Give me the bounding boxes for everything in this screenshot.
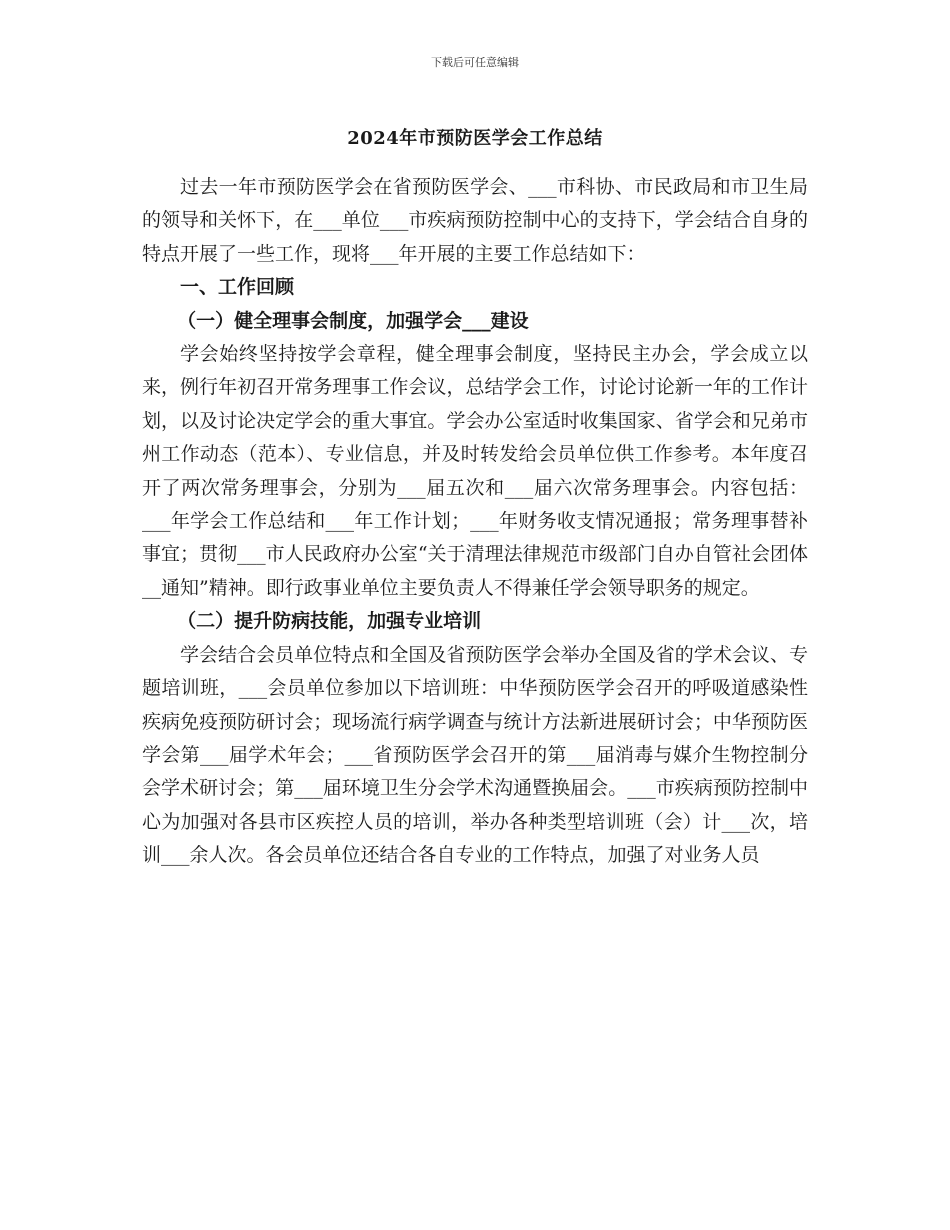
section-heading: 一、工作回顾: [180, 276, 295, 299]
subsection-paragraph: 学会始终坚持按学会章程，健全理事会制度，坚持民主办会，学会成立以来，例行年初召开常务理事工作会议，总结学会工作，讨论讨论新一年的工作计划，以及讨论决定学会的重大事宜。学会办公室适时收集国家、省学会和兄弟市州工作动态（范本）、专业信息，并及时转发给会员单位供工作参考。本年度召开了两次常务理事会，分别为___届五次和___届六次常务理事会。内容包括：___年学会工作总结和___年工作计划；___年财务收支情况通报；常务理事替补事宜；贯彻___市人民政府办公室“关于清理法律规范市级部门自办自管社会团体__通知”精神。即行政事业单位主要负责人不得兼任学会领导职务的规定。: [142, 343, 808, 599]
subsection-heading: （一）健全理事会制度，加强学会___建设: [177, 309, 529, 332]
subsection-paragraph: 学会结合会员单位特点和全国及省预防医学会举办全国及省的学术会议、专题培训班，___会员单位参加以下培训班：中华预防医学会召开的呼吸道感染性疾病免疫预防研讨会；现场流行病学调查与统计方法新进展研讨会；中华预防医学会第___届学术年会；___省预防医学会召开的第___届消毒与媒介生物控制分会学术研讨会；第___届环境卫生分会学术沟通暨换届会。___市疾病预防控制中心为加强对各县市区疾控人员的培训，举办各种类型培训班（会）计___次，培训___余人次。各会员单位还结合各自专业的工作特点，加强了对业务人员: [142, 643, 808, 867]
intro-paragraph: 过去一年市预防医学会在省预防医学会、___市科协、市民政局和市卫生局的领导和关怀下，在___单位___市疾病预防控制中心的支持下，学会结合自身的特点开展了一些工作，现将___年开展的主要工作总结如下：: [142, 176, 808, 265]
document-title: 2024年市预防医学会工作总结: [347, 128, 603, 149]
subsection-heading: （二）提升防病技能，加强专业培训: [177, 610, 482, 633]
header-note: 下载后可任意编辑: [431, 56, 519, 69]
document-body: [142, 171, 808, 873]
